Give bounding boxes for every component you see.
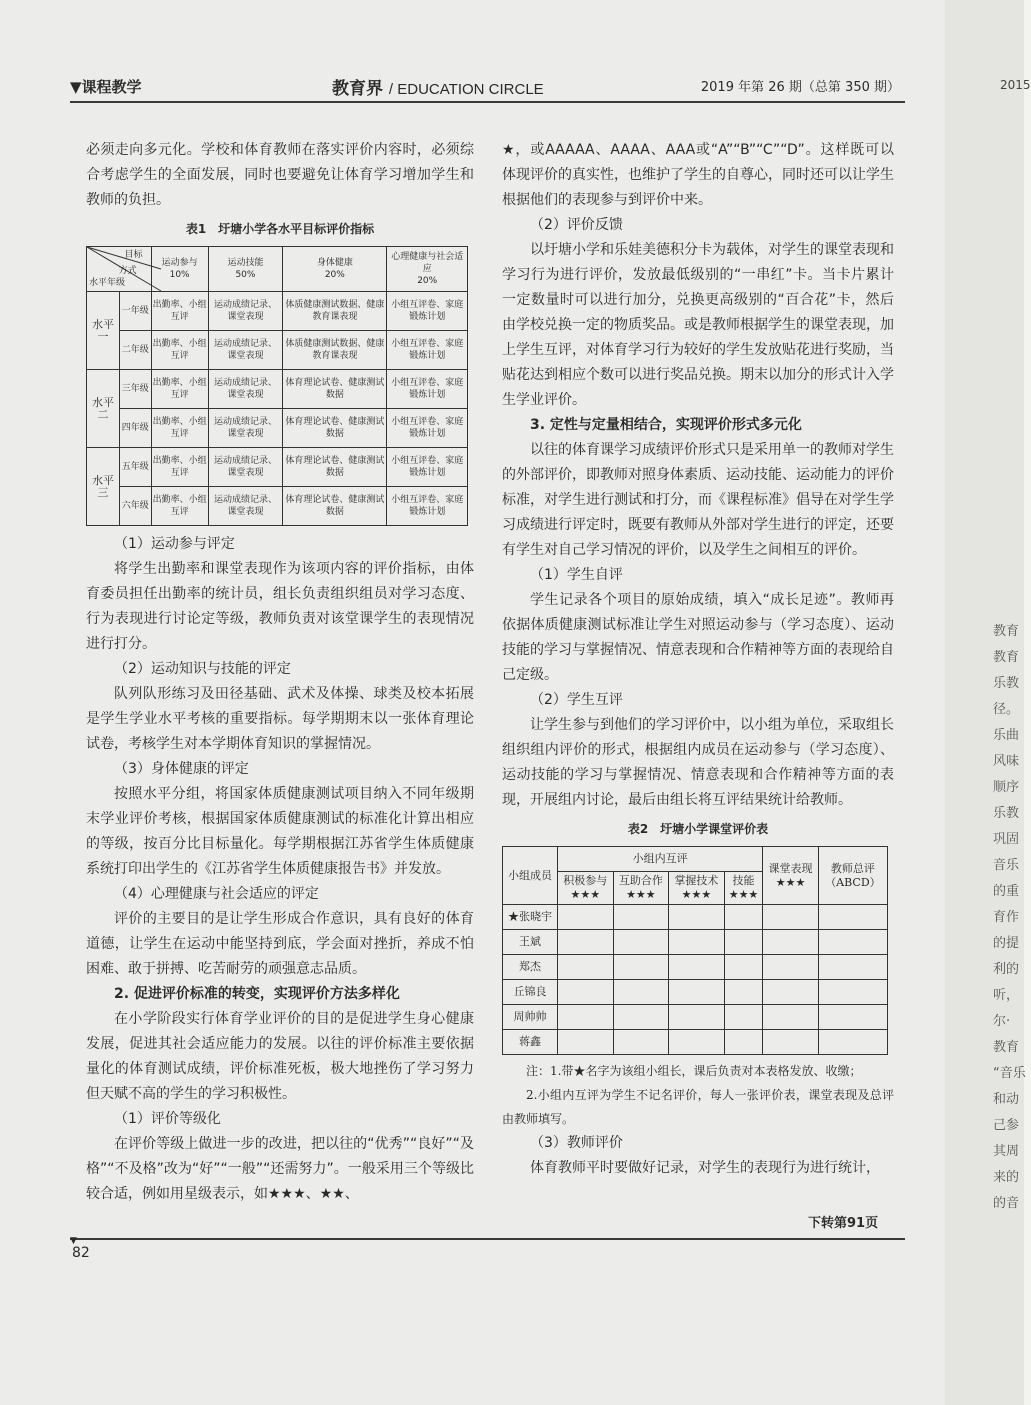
header-rule	[70, 101, 905, 103]
s3-text: 按照水平分组，将国家体质健康测试项目纳入不同年级期末学业评价考核，根据国家体质健康测试的标准化计算出相应的等级，按百分比目标量化。每学期根据江苏省学生体质健康系统打印出学生的《江苏省学生体质健康报告书》并发放。	[86, 786, 474, 877]
empty-score-cell	[818, 1030, 887, 1055]
table2-caption: 表2 圩塘小学课堂评价表	[627, 822, 769, 836]
teacher-head-label: 教师总评	[830, 861, 875, 875]
sub-head-stars: ★★★	[570, 888, 601, 901]
left-body	[86, 532, 474, 1207]
table1-cell: 出勤率、小组互评	[151, 292, 208, 331]
table1-cell: 小组互评卷、家庭锻炼计划	[387, 292, 468, 331]
empty-score-cell	[724, 905, 763, 930]
r3-title: （3）教师评价	[530, 1135, 623, 1151]
corner-bottom-label: 水平年级	[89, 278, 126, 288]
right-column	[502, 138, 894, 1181]
table2-row	[503, 930, 888, 955]
corner-mid-label: 方式	[118, 266, 137, 276]
table1-col-head	[283, 247, 387, 292]
continue-note: 下转第91页	[808, 1216, 879, 1231]
adjacent-line: 顺序	[993, 780, 1020, 795]
empty-score-cell	[763, 1030, 819, 1055]
p2-text: 以圩塘小学和乐娃美德积分卡为载体，对学生的课堂表现和学习行为进行评价，发放最低级别的“一串红”卡。当卡片累计一定数量时可以进行加分，兑换更高级别的“百合花”卡，然后由学校兑换一定的物质奖品。或是教师根据学生的课堂表现，加上学生互评，对体育学习行为较好的学生发放贴花进行奖励，当贴花达到相应个数可以进行奖品兑换。期末以加分的形式计入学生学业评价。	[502, 242, 894, 408]
s4-title: （4）心理健康与社会适应的评定	[114, 886, 319, 902]
grade-cell: 六年级	[120, 487, 152, 526]
empty-score-cell	[763, 980, 819, 1005]
table1-caption: 表1 圩塘小学各水平目标评价指标	[185, 222, 375, 236]
empty-score-cell	[558, 930, 614, 955]
teacher-head	[818, 847, 887, 905]
s2-text: 队列队形练习及田径基础、武术及体操、球类及校本拓展是学生学业水平考核的重要指标。每学期期末以一张体育理论试卷，考核学生对本学期体育知识的掌握情况。	[86, 686, 474, 752]
empty-score-cell	[613, 930, 669, 955]
adjacent-line: “音乐	[993, 1066, 1026, 1081]
sub-head	[724, 872, 763, 905]
empty-score-cell	[724, 930, 763, 955]
col-pct: 20%	[417, 276, 438, 286]
brand-cn: 教育界	[332, 79, 383, 99]
sub-head	[558, 872, 614, 905]
adjacent-line: 教育	[993, 1040, 1020, 1055]
table2-row	[503, 955, 888, 980]
adjacent-page-top: 2015	[1000, 78, 1031, 92]
empty-score-cell	[763, 930, 819, 955]
s1-text: 将学生出勤率和课堂表现作为该项内容的评价指标，由体育委员担任出勤率的统计员，组长负责组织组员对学习态度、行为表现进行讨论定等级，教师负责对该堂课学生的表现情况进行打分。	[86, 561, 474, 652]
empty-score-cell	[818, 905, 887, 930]
table2-body	[503, 905, 888, 1055]
table1-col-head	[208, 247, 283, 292]
adjacent-page-edge	[945, 0, 1031, 1405]
table2-head-row1	[503, 847, 888, 872]
table2-row	[503, 1030, 888, 1055]
table1-row	[87, 409, 468, 448]
level-cell: 水平一	[87, 292, 120, 370]
class-head	[763, 847, 819, 905]
page-header	[70, 70, 900, 104]
empty-score-cell	[818, 1005, 887, 1030]
table1-cell: 小组互评卷、家庭锻炼计划	[387, 409, 468, 448]
table1-corner	[87, 247, 152, 292]
sub-head-label: 掌握技术	[674, 874, 719, 887]
empty-score-cell	[613, 1005, 669, 1030]
empty-score-cell	[724, 1005, 763, 1030]
note-2: 2.小组内互评为学生不记名评价，每人一张评价表，课堂表现及总评由教师填写。	[502, 1088, 894, 1126]
r3-text: 体育教师平时要做好记录，对学生的表现行为进行统计，	[530, 1160, 880, 1176]
empty-score-cell	[669, 1030, 725, 1055]
corner-top-label: 目标	[124, 250, 143, 260]
adjacent-line: 的提	[993, 936, 1020, 951]
adjacent-line: 的音	[993, 1196, 1020, 1211]
col-pct: 10%	[169, 270, 190, 280]
sub-head	[613, 872, 669, 905]
empty-score-cell	[558, 1005, 614, 1030]
adjacent-line: 己参	[993, 1118, 1020, 1133]
table1-cell: 出勤率、小组互评	[151, 487, 208, 526]
table1-cell: 体质健康测试数据、健康教育课表现	[283, 331, 387, 370]
col-pct: 20%	[324, 270, 345, 280]
table1-cell: 小组互评卷、家庭锻炼计划	[387, 487, 468, 526]
member-name: ★张晓宇	[503, 905, 558, 930]
r2-text: 让学生参与到他们的学习评价中，以小组为单位，采取组长组织组内评价的形式，根据组内成员在运动参与（学习态度）、运动技能的学习与掌握情况、情意表现和合作精神等方面的表现，开展组内讨论，最后由组长将互评结果统计给教师。	[502, 717, 894, 808]
adjacent-line: 径。	[993, 702, 1020, 717]
heading-3: 3. 定性与定量相结合，实现评价形式多元化	[530, 417, 802, 433]
member-name: 丘锦良	[503, 980, 558, 1005]
adjacent-line: 乐教	[993, 806, 1020, 821]
heading-2-text: 在小学阶段实行体育学业评价的目的是促进学生身心健康发展，促进其社会适应能力的发展。以往的评价标准主要依据量化的体育测试成绩，评价标准死板，极大地挫伤了学习努力但天赋不高的学生的学习积极性。	[86, 1011, 474, 1102]
empty-score-cell	[558, 955, 614, 980]
table1-cell: 体育理论试卷、健康测试数据	[283, 409, 387, 448]
sub-head-stars: ★★★	[728, 888, 759, 901]
continued-text: ★，或AAAAA、AAAA、AAA或“A”“B”“C”“D”。这样既可以体现评价的真实性，也维护了学生的自尊心，同时还可以让学生根据他们的表现参与到评价中来。	[502, 142, 894, 208]
table1-row	[87, 448, 468, 487]
empty-score-cell	[669, 905, 725, 930]
p1-text: 在评价等级上做进一步的改进，把以往的“优秀”“良好”“及格”“不及格”改为“好”“一般”“还需努力”。一般采用三个等级比较合适，例如用星级表示，如★★★、★★、	[86, 1136, 474, 1202]
adjacent-line: 音乐	[993, 858, 1020, 873]
table2-row	[503, 905, 888, 930]
adjacent-line: 乐曲	[993, 728, 1020, 743]
table1-cell: 体育理论试卷、健康测试数据	[283, 370, 387, 409]
sub-head	[669, 872, 725, 905]
adjacent-line: 和动	[993, 1092, 1020, 1107]
adjacent-line: 听，	[993, 988, 1020, 1003]
page-number: 82	[72, 1245, 90, 1261]
intro-paragraph: 必须走向多元化。学校和体育教师在落实评价内容时，必须综合考虑学生的全面发展，同时也要避免让体育学习增加学生和教师的负担。	[86, 142, 474, 208]
adjacent-line: 乐教	[993, 676, 1020, 691]
brand-en: / EDUCATION CIRCLE	[388, 81, 544, 98]
adjacent-line: 的重	[993, 884, 1020, 899]
table1-cell: 小组互评卷、家庭锻炼计划	[387, 331, 468, 370]
s3-title: （3）身体健康的评定	[114, 761, 249, 777]
class-head-label: 课堂表现	[768, 861, 813, 875]
s4-text: 评价的主要目的是让学生形成合作意识，具有良好的体育道德，让学生在运动中能坚持到底，学会面对挫折，养成不怕困难、敢于拼搏、吃苦耐劳的顽强意志品质。	[86, 911, 474, 977]
table1-cell: 运动成绩记录、课堂表现	[208, 448, 283, 487]
empty-score-cell	[724, 980, 763, 1005]
grade-cell: 五年级	[120, 448, 152, 487]
empty-score-cell	[818, 930, 887, 955]
member-name: 王斌	[503, 930, 558, 955]
table2-notes	[502, 1059, 894, 1131]
p2-title: （2）评价反馈	[530, 217, 623, 233]
grade-cell: 三年级	[120, 370, 152, 409]
empty-score-cell	[763, 955, 819, 980]
table1-cell: 出勤率、小组互评	[151, 448, 208, 487]
adjacent-line: 巩固	[993, 832, 1020, 847]
empty-score-cell	[724, 1030, 763, 1055]
note-1: 注：1.带★名字为该组小组长，课后负责对本表格发放、收缴；	[526, 1064, 862, 1078]
journal-brand	[332, 74, 544, 99]
empty-score-cell	[613, 955, 669, 980]
adjacent-line: 利的	[993, 962, 1020, 977]
class-head-stars: ★★★	[775, 875, 806, 889]
table1-cell: 小组互评卷、家庭锻炼计划	[387, 370, 468, 409]
grade-cell: 四年级	[120, 409, 152, 448]
teacher-head-sub: （ABCD）	[825, 875, 881, 889]
empty-score-cell	[669, 955, 725, 980]
col-name: 运动技能	[227, 258, 264, 268]
adjacent-line: 育作	[993, 910, 1020, 925]
sub-head-stars: ★★★	[681, 888, 712, 901]
table1-cell: 出勤率、小组互评	[151, 370, 208, 409]
table1-row	[87, 292, 468, 331]
table1-cell: 体育理论试卷、健康测试数据	[283, 448, 387, 487]
table1-row	[87, 331, 468, 370]
empty-score-cell	[669, 1005, 725, 1030]
empty-score-cell	[669, 930, 725, 955]
empty-score-cell	[613, 980, 669, 1005]
empty-score-cell	[763, 1005, 819, 1030]
heading-2: 2. 促进评价标准的转变，实现评价方法多样化	[114, 986, 400, 1002]
r1-title: （1）学生自评	[530, 567, 623, 583]
empty-score-cell	[669, 980, 725, 1005]
adjacent-line: 尔·	[993, 1014, 1011, 1029]
table1-header-row	[87, 247, 468, 292]
section-label: ▼课程教学	[70, 78, 142, 96]
table1-row	[87, 370, 468, 409]
r2-title: （2）学生互评	[530, 692, 623, 708]
member-name: 周帅帅	[503, 1005, 558, 1030]
empty-score-cell	[818, 955, 887, 980]
empty-score-cell	[558, 1030, 614, 1055]
empty-score-cell	[558, 905, 614, 930]
member-name: 郑杰	[503, 955, 558, 980]
col-name: 心理健康与社会适应	[391, 252, 464, 274]
table1-cell: 出勤率、小组互评	[151, 331, 208, 370]
table1-cell: 运动成绩记录、课堂表现	[208, 370, 283, 409]
table1-col-head	[387, 247, 468, 292]
s1-title: （1）运动参与评定	[114, 536, 235, 552]
sub-head-label: 积极参与	[563, 874, 608, 887]
table1-row	[87, 487, 468, 526]
level-cell: 水平二	[87, 370, 120, 448]
col-pct: 50%	[235, 270, 256, 280]
adjacent-line: 教育	[993, 650, 1020, 665]
level-cell: 水平三	[87, 448, 120, 526]
table1	[86, 246, 468, 526]
sub-head-stars: ★★★	[626, 888, 656, 901]
issue-info: 2019 年第 26 期（总第 350 期）	[700, 80, 900, 95]
grade-cell: 一年级	[120, 292, 152, 331]
table1-body	[87, 292, 468, 526]
s2-title: （2）运动知识与技能的评定	[114, 661, 291, 677]
adjacent-line: 教育	[993, 624, 1020, 639]
footer-rule	[70, 1238, 905, 1240]
table1-cell: 运动成绩记录、课堂表现	[208, 409, 283, 448]
table1-cell: 运动成绩记录、课堂表现	[208, 487, 283, 526]
sub-head-label: 互助合作	[618, 874, 663, 887]
group-head: 小组内互评	[558, 847, 763, 872]
table1-cell: 出勤率、小组互评	[151, 409, 208, 448]
empty-score-cell	[763, 905, 819, 930]
empty-score-cell	[818, 980, 887, 1005]
table2-row	[503, 1005, 888, 1030]
grade-cell: 二年级	[120, 331, 152, 370]
empty-score-cell	[724, 955, 763, 980]
table1-cell: 运动成绩记录、课堂表现	[208, 292, 283, 331]
table1-cell: 小组互评卷、家庭锻炼计划	[387, 448, 468, 487]
down-arrow-icon: ▼	[70, 1236, 77, 1246]
sub-head-label: 技能	[732, 874, 755, 887]
table1-cell: 体育理论试卷、健康测试数据	[283, 487, 387, 526]
heading-3-text: 以往的体育课学习成绩评价形式只是采用单一的教师对学生的外部评价，即教师对照身体素质、运动技能、运动能力的评价标准，对学生进行测试和打分，而《课程标准》倡导在对学生学习成绩进行评定时，既要有教师从外部对学生进行的评定，还要有学生对自己学习情况的评价，以及学生之间相互的评价。	[502, 442, 894, 558]
adjacent-line: 其周	[993, 1144, 1020, 1159]
left-column	[86, 138, 474, 1207]
table1-cell: 体质健康测试数据、健康教育课表现	[283, 292, 387, 331]
col-name: 身体健康	[316, 258, 353, 268]
adjacent-line: 来的	[993, 1170, 1020, 1185]
empty-score-cell	[613, 905, 669, 930]
empty-score-cell	[558, 980, 614, 1005]
col-name: 运动参与	[161, 258, 198, 268]
table1-cell: 运动成绩记录、课堂表现	[208, 331, 283, 370]
member-head: 小组成员	[503, 847, 558, 905]
p1-title: （1）评价等级化	[114, 1111, 221, 1127]
table2-row	[503, 980, 888, 1005]
adjacent-line: 风味	[993, 754, 1020, 769]
r1-text: 学生记录各个项目的原始成绩，填入“成长足迹”。教师再依据体质健康测试标准让学生对照运动参与（学习态度）、运动技能的学习与掌握情况、情意表现和合作精神等方面的表现给自己定级。	[502, 592, 894, 683]
member-name: 蒋鑫	[503, 1030, 558, 1055]
table2	[502, 846, 888, 1055]
empty-score-cell	[613, 1030, 669, 1055]
